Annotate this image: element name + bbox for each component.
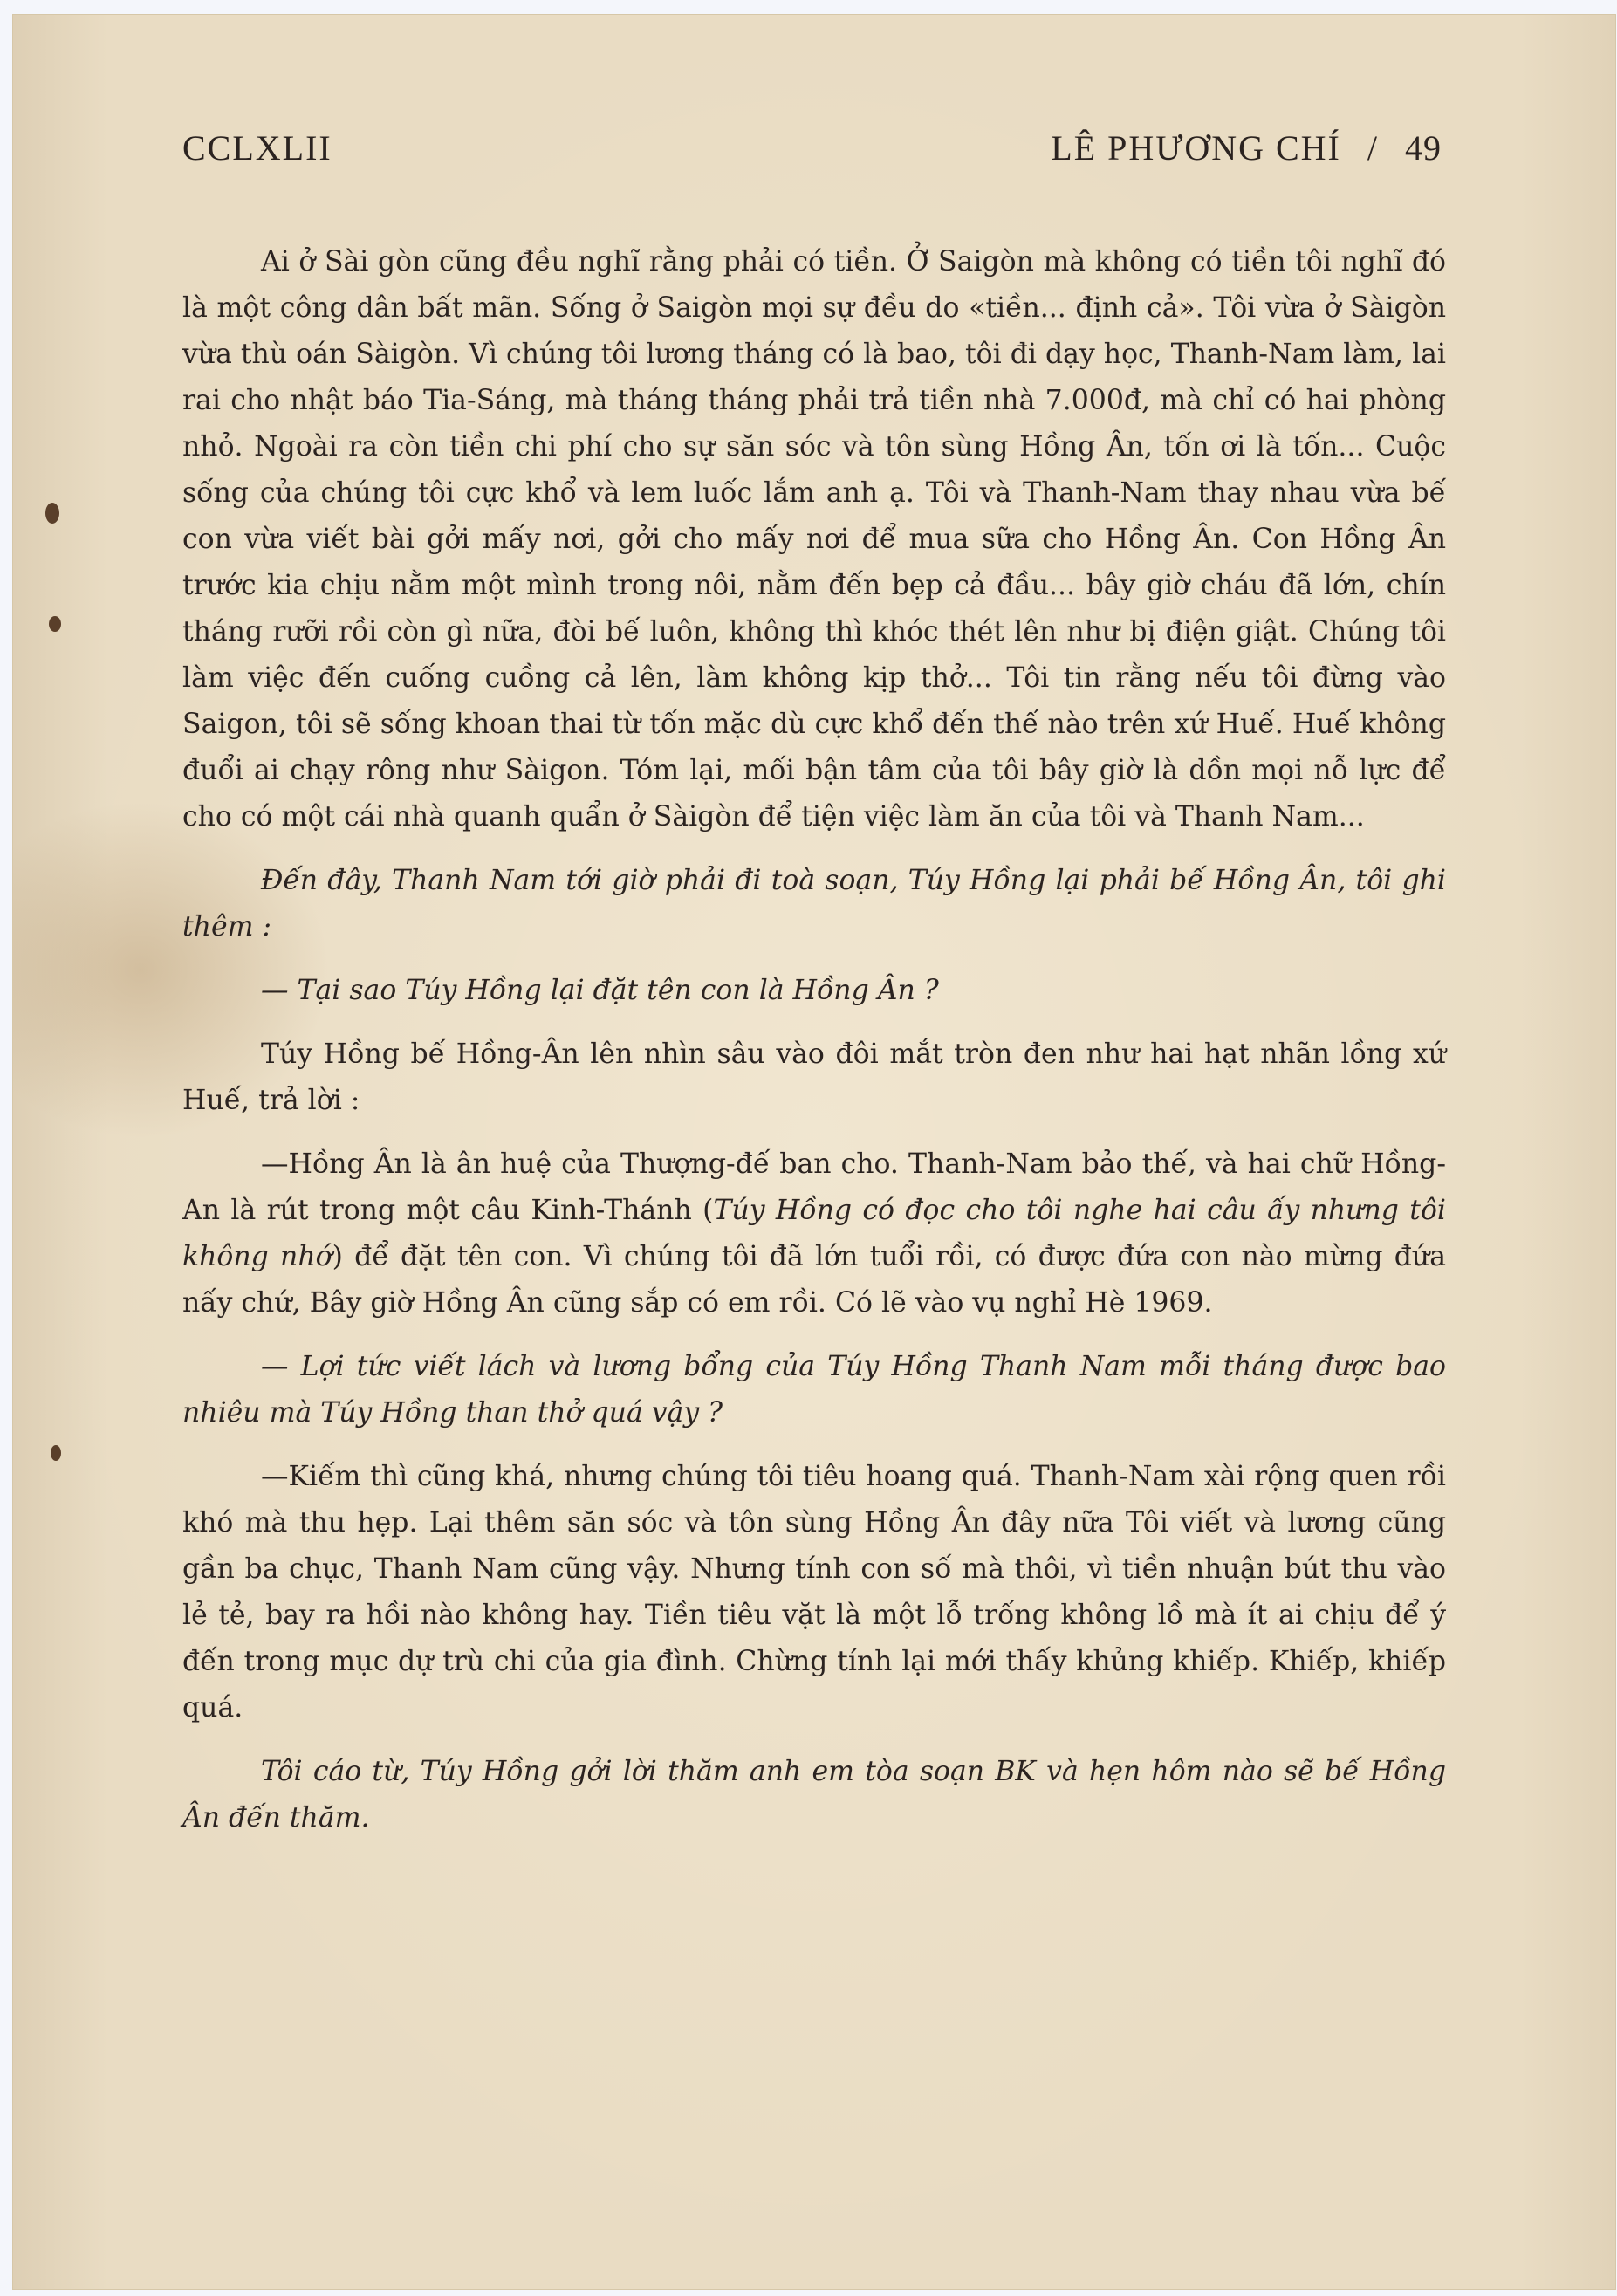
ink-spot — [51, 1445, 61, 1461]
author-name: LÊ PHƯƠNG CHÍ — [1051, 128, 1341, 168]
ink-spot — [45, 503, 59, 524]
running-title — [1051, 127, 1442, 168]
page-number: 49 — [1405, 128, 1442, 168]
answer-1-text-a: —Hồng Ân là ân huệ của Thượng-đế ban cho. Thanh-Nam bảo thế, và hai chữ Hồng-An là rút trong một câu Kinh-Thánh ( — [182, 1148, 1446, 1226]
answer-2: —Kiếm thì cũng khá, nhưng chúng tôi tiêu hoang quá. Thanh-Nam xài rộng quen rồi khó mà thu hẹp. Lại thêm săn sóc và tôn sùng Hồng Ân đây nữa Tôi viết và lương cũng gần ba chục, Thanh Nam cũng vậy. Nhưng tính con số mà thôi, vì tiền nhuận bút thu vào lẻ tẻ, bay ra hồi nào không hay. Tiền tiêu vặt là một lỗ trống không lồ mà ít ai chịu để ý đến trong mục dự trù chi của gia đình. Chừng tính lại mới thấy khủng khiếp. Khiếp, khiếp quá. — [182, 1461, 1446, 1724]
article-body — [182, 239, 1446, 1841]
scanned-page — [12, 14, 1616, 2290]
question-1: — Tại sao Túy Hồng lại đặt tên con là Hồng Ân ? — [261, 975, 939, 1006]
separator: / — [1367, 128, 1379, 168]
closing-note: Tôi cáo từ, Túy Hồng gởi lời thăm anh em tòa soạn BK và hẹn hôm nào sẽ bế Hồng Ân đến thăm. — [182, 1756, 1446, 1833]
ink-spot — [49, 616, 61, 632]
paragraph-intro: Ai ở Sài gòn cũng đều nghĩ rằng phải có tiền. Ở Saigòn mà không có tiền tôi nghĩ đó là một công dân bất mãn. Sống ở Saigòn mọi sự đều do «tiền... định cả». Tôi vừa ở Sàigòn vừa thù oán Sàigòn. Vì chúng tôi lương tháng có là bao, tôi đi dạy học, Thanh-Nam làm, lai rai cho nhật báo Tia-Sáng, mà tháng tháng phải trả tiền nhà 7.000đ, mà chỉ có hai phòng nhỏ. Ngoài ra còn tiền chi phí cho sự săn sóc và tôn sùng Hồng Ân, tốn ơi là tốn... Cuộc sống của chúng tôi cực khổ và lem luốc lắm anh ạ. Tôi và Thanh-Nam thay nhau vừa bế con vừa viết bài gởi mấy nơi, gởi cho mấy nơi để mua sữa cho Hồng Ân. Con Hồng Ân trước kia chịu nằm một mình trong nôi, nằm đến bẹp cả đầu... bây giờ cháu đã lớn, chín tháng rưỡi rồi còn gì nữa, đòi bế luôn, không thì khóc thét lên như bị điện giật. Chúng tôi làm việc đến cuống cuồng cả lên, làm không kịp thở... Tôi tin rằng nếu tôi đừng vào Saigon, tôi sẽ sống khoan thai từ tốn mặc dù cực khổ đến thế nào trên xứ Huế. Huế không đuổi ai chạy rông như Sàigon. Tóm lại, mối bận tâm của tôi bây giờ là dồn mọi nỗ lực để cho có một cái nhà quanh quẩn ở Sàigòn để tiện việc làm ăn của tôi và Thanh Nam... — [182, 246, 1446, 833]
section-number: CCLXLII — [182, 128, 332, 168]
answer-1-aside: Túy Hồng có đọc cho tôi nghe hai câu ấy nhưng tôi không nhớ — [182, 1195, 1446, 1272]
paragraph-interviewer-note: Đến đây, Thanh Nam tới giờ phải đi toà soạn, Túy Hồng lại phải bế Hồng Ân, tôi ghi thêm : — [182, 865, 1446, 942]
answer-1-text-b: ) để đặt tên con. Vì chúng tôi đã lớn tuổi rồi, có được đứa con nào mừng đứa nấy chứ, Bây giờ Hồng Ân cũng sắp có em rồi. Có lẽ vào vụ nghỉ Hè 1969. — [182, 1241, 1446, 1319]
paragraph-answer-intro: Túy Hồng bế Hồng-Ân lên nhìn sâu vào đôi mắt tròn đen như hai hạt nhãn lồng xứ Huế, trả lời : — [182, 1038, 1446, 1116]
question-2: — Lợi tức viết lách và lương bổng của Túy Hồng Thanh Nam mỗi tháng được bao nhiêu mà Túy Hồng than thở quá vậy ? — [182, 1351, 1446, 1429]
answer-1 — [182, 1141, 1446, 1326]
running-head — [182, 127, 1442, 171]
